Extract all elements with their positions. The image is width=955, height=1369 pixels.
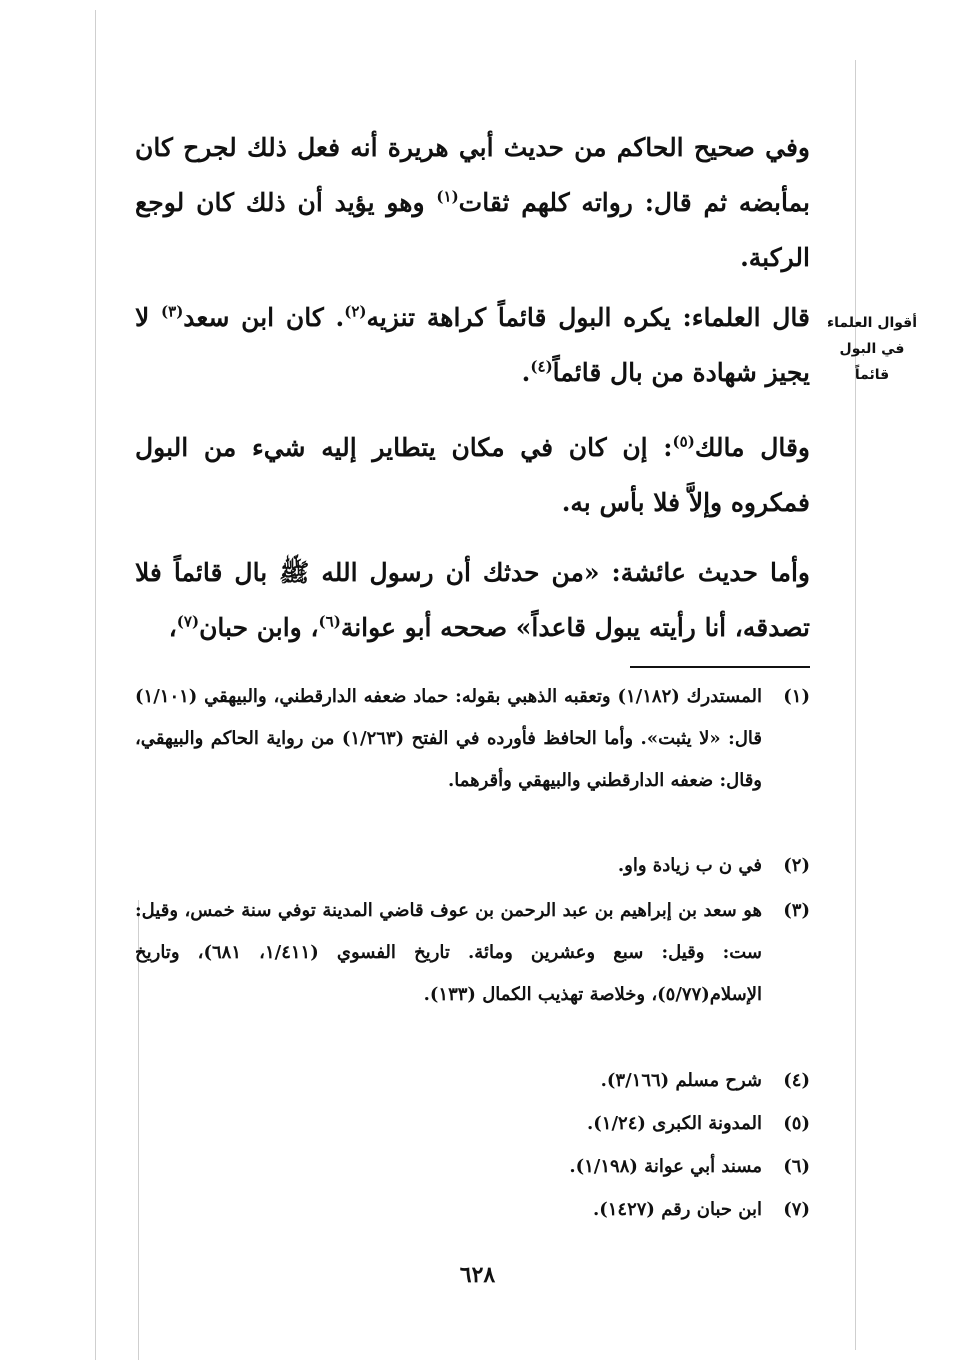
- footnote-ref: (١): [436, 187, 459, 206]
- footnote-number: (٦): [783, 1156, 810, 1177]
- paragraph: وقال مالك$^{(٥)}$: إن كان في مكان يتطاير إليه شيء من البول فمكروه وإلاَّ فلا بأس به.: [135, 432, 811, 517]
- footnote: [135, 845, 810, 887]
- footnote: [135, 676, 810, 802]
- footnote-text: المستدرك (١/١٨٢) وتعقبه الذهبي بقوله: حماد ضعفه الدارقطني، والبيهقي (١/١٠١) قال: «لا يثبت». وأما الحافظ فأورده في الفتح (١/٢٦٣) من رواية الحاكم والبيهقي، وقال: ضعفه الدارقطني والبيهقي وأقرهما.: [135, 686, 762, 791]
- footnote-text: ابن حبان رقم (١٤٢٧).: [592, 1199, 762, 1220]
- margin-note-line: في البول قائماً: [839, 341, 905, 383]
- footnote-text: هو سعد بن إبراهيم بن عبد الرحمن بن عوف قاضي المدينة توفي سنة خمس، وقيل: ست: وقيل: سبع وعشرين ومائة. تاريخ الفسوي (١/٤١١، ٦٨١)، وتاريخ الإسلام(٥/٧٧)، وخلاصة تهذيب الكمال (١٣٣).: [135, 900, 762, 1005]
- footnote-text: في ن ب زيادة واو.: [617, 855, 762, 876]
- footnote-number: (٤): [783, 1070, 810, 1091]
- footnote-number: (٧): [783, 1199, 810, 1220]
- paragraph: وفي صحيح الحاكم من حديث أبي هريرة أنه فعل ذلك لجرح كان بمأبضه ثم قال: رواته كلهم ثقات$^{(١)}$ وهو يؤيد أن ذلك كان لوجع الركبة.: [135, 133, 810, 272]
- paragraph: قال العلماء: يكره البول قائماً كراهة تنزيه$^{(٢)}$. كان ابن سعد$^{(٣)}$ لا يجيز شهادة من بال قائماً$^{(٤)}$.: [135, 302, 810, 387]
- footnote-text: شرح مسلم (٣/١٦٦).: [600, 1070, 762, 1091]
- paragraph: وأما حديث عائشة: «من حدثك أن رسول الله ﷺ بال قائماً فلا تصدقه، أنا رأيته يبول قاعداً» صححه أبو عوانة$^{(٦)}$، وابن حبان$^{(٧)}$،: [135, 558, 810, 642]
- margin-note-line: أقوال العلماء: [826, 315, 918, 331]
- footnote-ref: (٧): [176, 612, 200, 631]
- footnote-number: (٣): [783, 900, 810, 921]
- footnote-number: (١): [783, 686, 810, 707]
- footnote-separator: [630, 666, 810, 668]
- footnote: [135, 1103, 810, 1145]
- footnote: [135, 1189, 810, 1231]
- footnote-ref: (٢): [344, 302, 367, 321]
- footnote: [135, 1060, 810, 1102]
- scan-artifact-line: [855, 60, 856, 1350]
- footnote-ref: (٥): [672, 432, 695, 451]
- footnote: [135, 890, 810, 1016]
- footnote-text: المدونة الكبرى (١/٢٤).: [587, 1113, 762, 1134]
- footnote: [135, 1146, 810, 1188]
- footnote-text: مسند أبي عوانة (١/١٩٨).: [569, 1156, 762, 1177]
- page-number: ٦٢٨: [459, 1262, 496, 1288]
- footnote-number: (٢): [783, 855, 810, 876]
- footnote-ref: (٤): [530, 357, 553, 376]
- scan-artifact-line: [95, 10, 96, 1360]
- footnote-ref: (٦): [318, 612, 341, 631]
- margin-note: [826, 310, 918, 388]
- footnote-number: (٥): [783, 1113, 810, 1134]
- footnote-ref: (٣): [161, 302, 184, 321]
